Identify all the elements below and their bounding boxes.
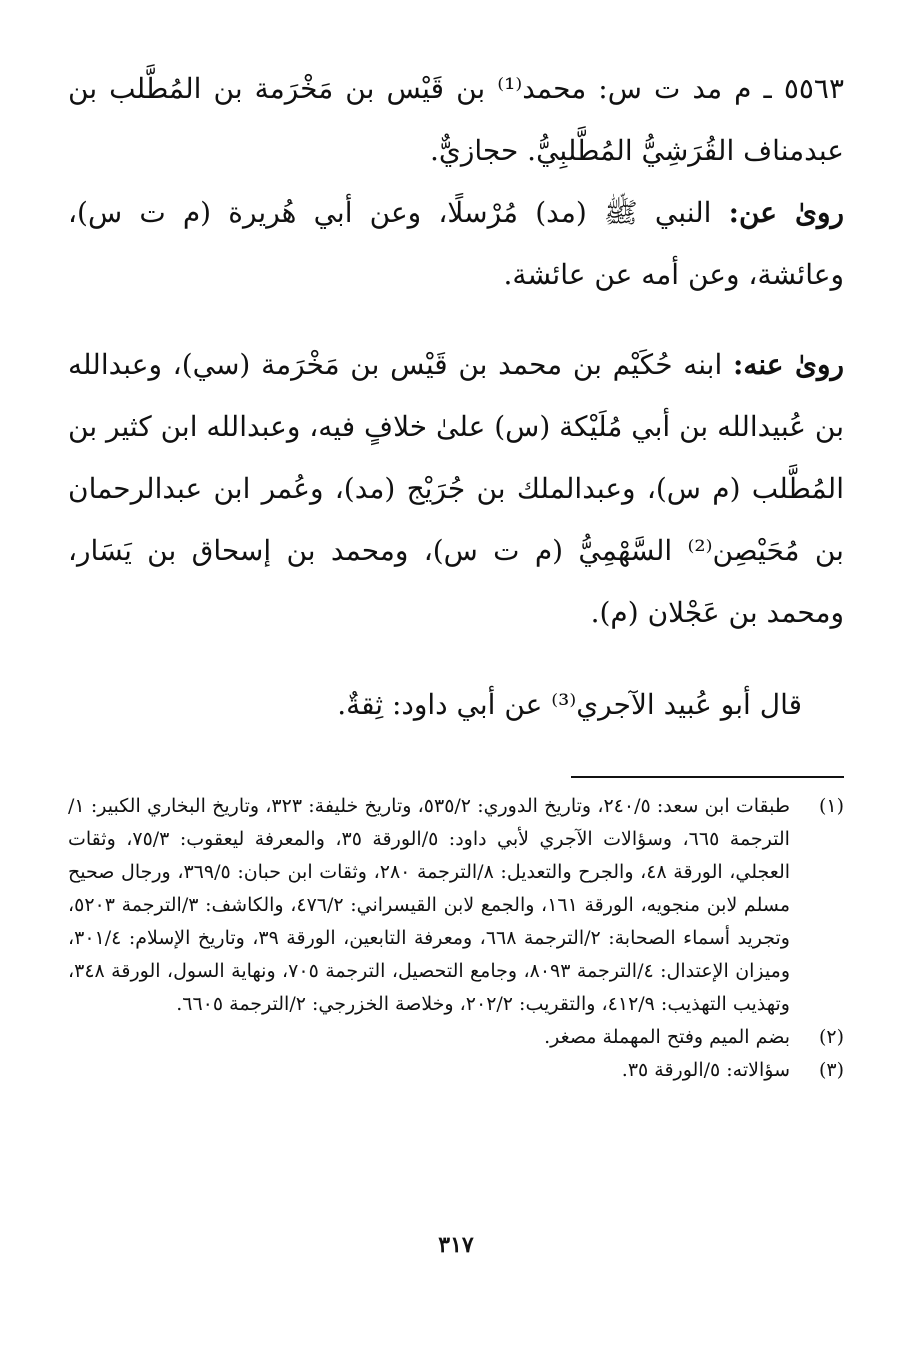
narrated-by-text: ابنه حُكَيْم بن محمد بن قَيْس بن مَخْرَمة (سي)، وعبدالله بن عُبيدالله بن أبي مُلَيْكة (س) علىٰ خلافٍ فيه، وعبدالله ابن كثير بن المُطَّلب (م س)، وعبدالملك بن جُرَيْج (مد)، وعُمر ابن عبدالرحمان بن مُحَيْصِن⁽²⁾ السَّهْمِيُّ (م ت س)، ومحمد بن إسحاق بن يَسَار، ومحمد بن عَجْلان (م).	[68, 348, 844, 629]
footnote-text: سؤالاته: ٥/الورقة ٣٥.	[621, 1059, 790, 1081]
narrated-by-paragraph	[68, 334, 844, 644]
footnote-2	[68, 1021, 844, 1054]
entry-heading-line-1: ٥٥٦٣ ـ م مد ت س: محمد⁽¹⁾ بن قَيْس بن مَخْرَمة بن	[213, 72, 844, 105]
footnote-divider	[571, 776, 844, 778]
footnote-number: (٢)	[818, 1026, 844, 1048]
page-number: ٣١٧	[438, 1232, 474, 1258]
biography-entry	[68, 58, 844, 736]
footnote-number: (٣)	[818, 1059, 844, 1081]
narrated-by-label: روىٰ عنه:	[732, 348, 845, 381]
footnote-3	[68, 1054, 844, 1087]
grading-quote: قال أبو عُبيد الآجري⁽³⁾ عن أبي داود: ثِقةٌ.	[337, 688, 802, 721]
footnote-1	[68, 790, 844, 1021]
narrated-from-text: النبي ﷺ (مد) مُرْسلًا، وعن أبي هُريرة (م ت س)، وعائشة، وعن أمه عن عائشة.	[68, 196, 844, 291]
footnotes	[68, 790, 844, 1087]
entry-heading	[68, 58, 844, 182]
narrated-from-paragraph	[68, 182, 844, 306]
footnote-text: بضم الميم وفتح المهملة مصغر.	[544, 1026, 790, 1048]
footnote-number: (١)	[818, 795, 844, 817]
narrated-from-label: روىٰ عن:	[728, 196, 844, 229]
entry-heading-line-2: المُطَّلب بن عبدمناف القُرَشِيُّ المُطَّلبِيُّ. حجازيٌّ.	[68, 72, 844, 167]
footnote-text: طبقات ابن سعد: ٢٤٠/٥، وتاريخ الدوري: ٥٣٥/٢، وتاريخ خليفة: ٣٢٣، وتاريخ البخاري الكبير: ١/الترجمة ٦٦٥، وسؤالات الآجري لأبي داود: ٥/الورقة ٣٥، والمعرفة ليعقوب: ٧٥/٣، وثقات العجلي، الورقة ٤٨، والجرح والتعديل: ٨/الترجمة ٢٨٠، وثقات ابن حبان: ٣٦٩/٥، ورجال صحيح مسلم لابن منجويه، الورقة ١٦١، والجمع لابن القيسراني: ٤٧٦/٢، والكاشف: ٣/الترجمة ٥٢٠٣، وتجريد أسماء الصحابة: ٢/الترجمة ٦٦٨، ومعرفة التابعين، الورقة ٣٩، وتاريخ الإسلام: ٣٠١/٤، وميزان الإعتدال: ٤/الترجمة ٨٠٩٣، وجامع التحصيل، الترجمة ٧٠٥، ونهاية السول، الورقة ٣٤٨، وتهذيب التهذيب: ٤١٢/٩، والتقريب: ٢٠٢/٢، وخلاصة الخزرجي: ٢/الترجمة ٦٦٠٥.	[68, 795, 791, 1015]
